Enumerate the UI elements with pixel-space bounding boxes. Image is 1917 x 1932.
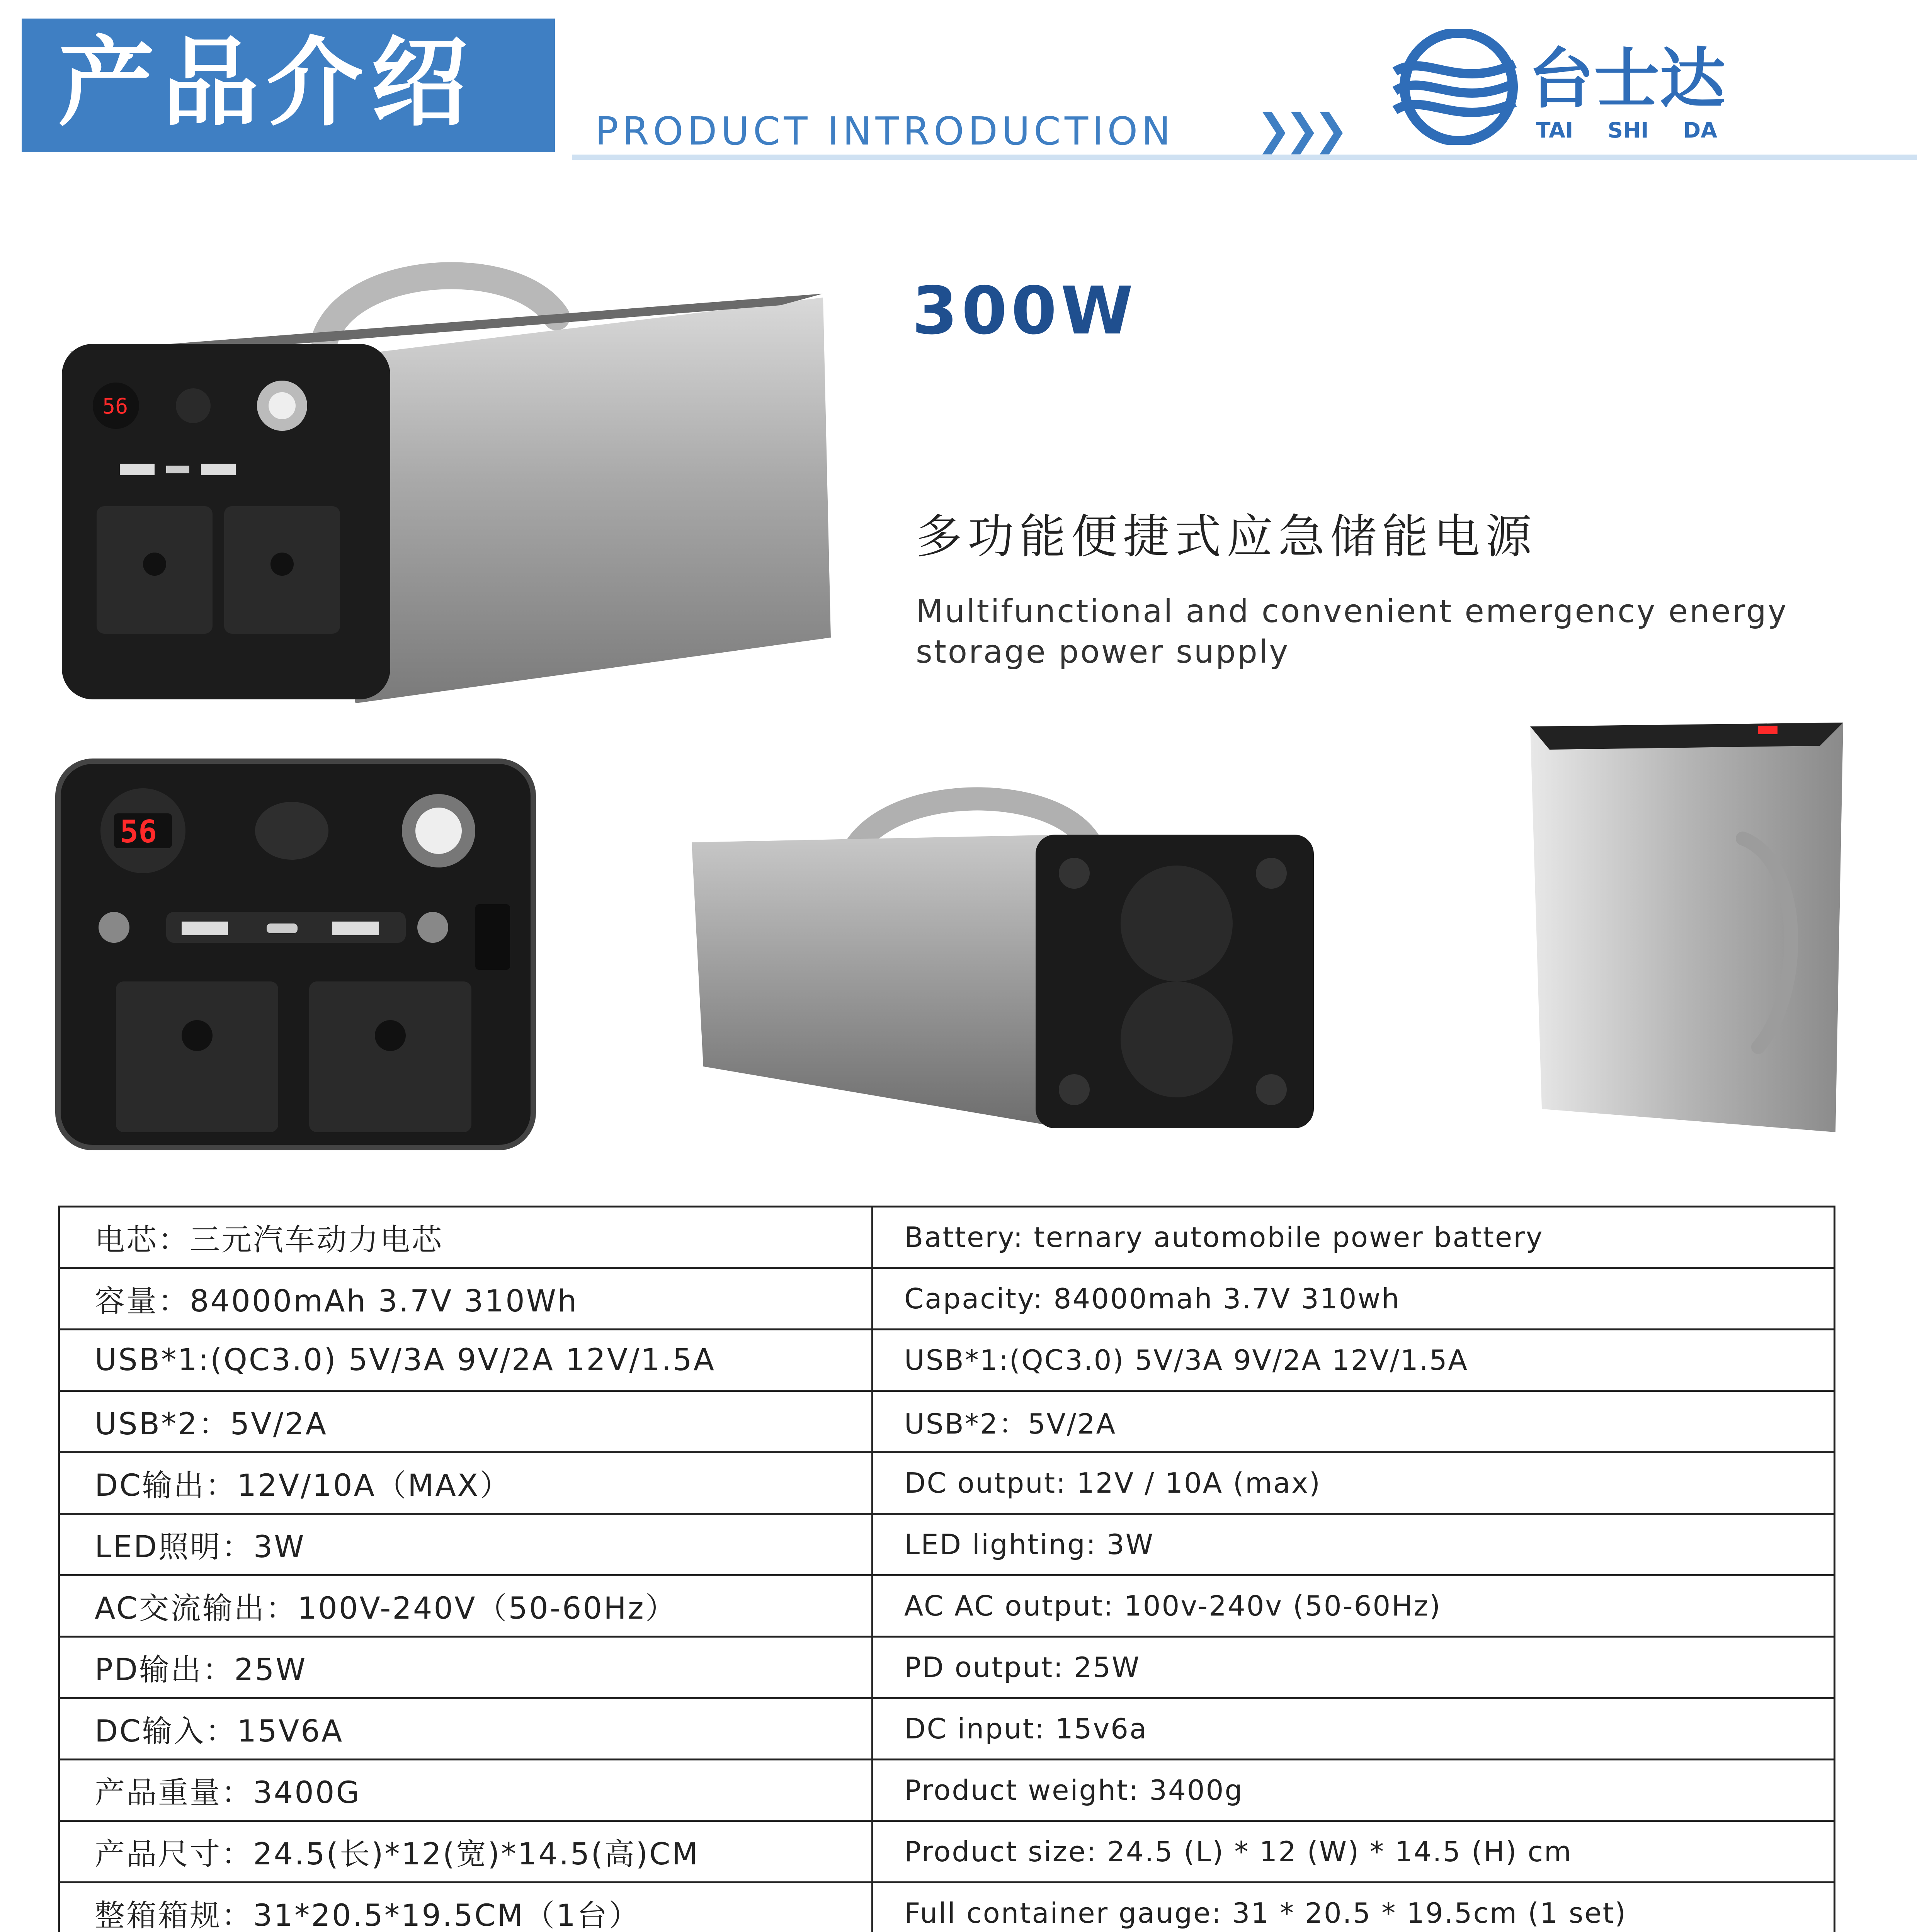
table-row bbox=[59, 1514, 1835, 1575]
spec-cn: PD输出：25W bbox=[59, 1637, 873, 1698]
header-divider bbox=[572, 155, 1917, 160]
product-description-cn: 多功能便捷式应急储能电源 bbox=[916, 510, 1537, 564]
table-row bbox=[59, 1698, 1835, 1760]
spec-en: Full container gauge: 31 * 20.5 * 19.5cm (1 set) bbox=[873, 1883, 1835, 1932]
spec-en: Product size: 24.5 (L) * 12 (W) * 14.5 (H) cm bbox=[873, 1821, 1835, 1883]
table-row bbox=[59, 1575, 1835, 1637]
spec-en: LED lighting: 3W bbox=[873, 1514, 1835, 1575]
product-description-en: Multifunctional and convenient emergency energy storage power supply bbox=[916, 593, 1788, 670]
spec-cn: 整箱箱规：31*20.5*19.5CM（1台） bbox=[59, 1883, 873, 1932]
spec-cn: 容量：84000mAh 3.7V 310Wh bbox=[59, 1268, 873, 1330]
spec-cn: 产品尺寸：24.5(长)*12(宽)*14.5(高)CM bbox=[59, 1821, 873, 1883]
table-row bbox=[59, 1821, 1835, 1883]
spec-en: DC input: 15v6a bbox=[873, 1698, 1835, 1760]
spec-en: Product weight: 3400g bbox=[873, 1760, 1835, 1821]
spec-en: AC AC output: 100v-240v (50-60Hz) bbox=[873, 1575, 1835, 1637]
spec-cn: DC输出：12V/10A（MAX） bbox=[59, 1452, 873, 1514]
table-row bbox=[59, 1330, 1835, 1391]
table-row bbox=[59, 1207, 1835, 1268]
led-display-icon: 56 bbox=[120, 814, 157, 850]
table-row bbox=[59, 1637, 1835, 1698]
spec-cn: LED照明：3W bbox=[59, 1514, 873, 1575]
spec-en: USB*1:(QC3.0) 5V/3A 9V/2A 12V/1.5A bbox=[873, 1330, 1835, 1391]
spec-cn: USB*1:(QC3.0) 5V/3A 9V/2A 12V/1.5A bbox=[59, 1330, 873, 1391]
led-display-icon: 56 bbox=[102, 394, 128, 418]
table-row bbox=[59, 1760, 1835, 1821]
product-upright-image bbox=[1526, 699, 1847, 1144]
page-subtitle: PRODUCT INTRODUCTION bbox=[595, 109, 1175, 154]
spec-cn: DC输入：15V6A bbox=[59, 1698, 873, 1760]
spec-cn: AC交流输出：100V-240V（50-60Hz） bbox=[59, 1575, 873, 1637]
page-title: 产品介绍 bbox=[58, 27, 475, 139]
brand-name-latin: TAI SHI DA bbox=[1536, 118, 1717, 143]
spec-en: DC output: 12V / 10A (max) bbox=[873, 1452, 1835, 1514]
product-main-image bbox=[54, 247, 835, 711]
table-row bbox=[59, 1452, 1835, 1514]
table-row bbox=[59, 1268, 1835, 1330]
spec-cn: 电芯：三元汽车动力电芯 bbox=[59, 1207, 873, 1268]
power-rating: 300W bbox=[912, 273, 1137, 349]
table-row bbox=[59, 1883, 1835, 1932]
spec-cn: USB*2：5V/2A bbox=[59, 1391, 873, 1452]
chevrons-icon: ❯❯❯ bbox=[1256, 105, 1342, 154]
spec-table bbox=[58, 1206, 1835, 1932]
brand-name: 台士达 bbox=[1528, 41, 1726, 117]
table-row bbox=[59, 1391, 1835, 1452]
spec-en: PD output: 25W bbox=[873, 1637, 1835, 1698]
product-side-image bbox=[688, 773, 1322, 1140]
front-panel-image bbox=[54, 757, 537, 1151]
wave-logo-icon bbox=[1391, 29, 1519, 145]
spec-cn: 产品重量：3400G bbox=[59, 1760, 873, 1821]
spec-en: Capacity: 84000mah 3.7V 310wh bbox=[873, 1268, 1835, 1330]
spec-en: Battery: ternary automobile power battery bbox=[873, 1207, 1835, 1268]
spec-en: USB*2：5V/2A bbox=[873, 1391, 1835, 1452]
